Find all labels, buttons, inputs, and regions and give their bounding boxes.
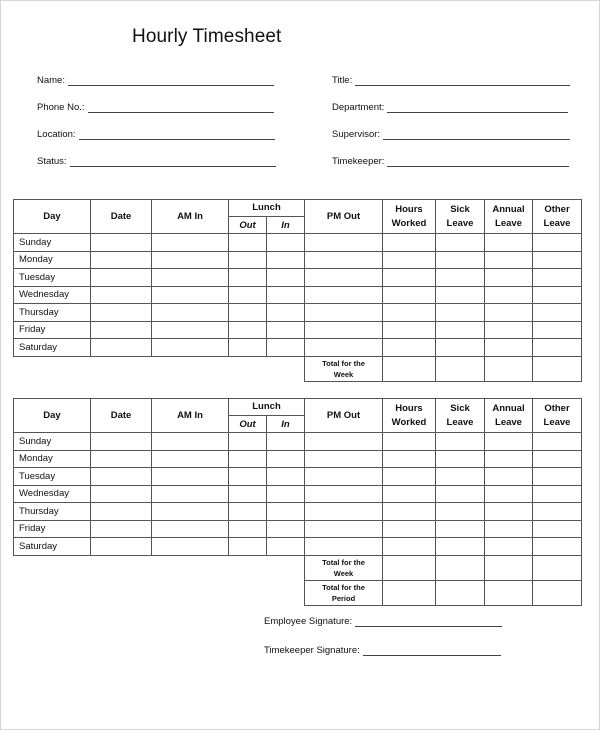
sick-leave-cell[interactable]: [436, 251, 485, 269]
phone-field[interactable]: [37, 99, 274, 113]
annual-leave-cell[interactable]: [485, 485, 533, 503]
period-other-cell[interactable]: [533, 580, 582, 605]
page-title: Hourly Timesheet: [132, 26, 282, 47]
day-cell: Tuesday: [14, 468, 91, 486]
lunch-out-cell[interactable]: [229, 450, 267, 468]
header-other-leave: [533, 399, 582, 433]
header-other-line2: Leave: [543, 416, 571, 428]
table-row: [14, 520, 582, 538]
location-field[interactable]: [37, 126, 275, 140]
total-sick-cell[interactable]: [436, 356, 485, 381]
total-other-cell[interactable]: [533, 356, 582, 381]
header-sick-leave: [436, 200, 485, 234]
total-week-line2: Week: [333, 369, 354, 379]
pm-out-cell[interactable]: [305, 269, 383, 287]
pm-out-cell[interactable]: [305, 251, 383, 269]
pm-out-cell[interactable]: [305, 321, 383, 339]
timekeeper-signature-label: Timekeeper Signature:: [264, 645, 360, 656]
am-in-cell[interactable]: [152, 520, 229, 538]
pm-out-cell[interactable]: [305, 304, 383, 322]
employee-signature-field[interactable]: [264, 613, 502, 627]
sick-leave-cell[interactable]: [436, 538, 485, 556]
supervisor-line[interactable]: [383, 130, 570, 140]
lunch-in-cell[interactable]: [267, 269, 305, 287]
header-hours-worked: [383, 200, 436, 234]
table-row: [14, 468, 582, 486]
annual-leave-cell[interactable]: [485, 520, 533, 538]
lunch-in-cell[interactable]: [267, 339, 305, 357]
total-week-label: [305, 356, 383, 381]
table-row: [14, 304, 582, 322]
day-cell: Wednesday: [14, 286, 91, 304]
lunch-in-cell[interactable]: [267, 450, 305, 468]
sick-leave-cell[interactable]: [436, 520, 485, 538]
date-cell[interactable]: [91, 269, 152, 287]
sick-leave-cell[interactable]: [436, 485, 485, 503]
pm-out-cell[interactable]: [305, 234, 383, 252]
header-hours-line1: Hours: [395, 402, 423, 414]
lunch-out-cell[interactable]: [229, 520, 267, 538]
sick-leave-cell[interactable]: [436, 339, 485, 357]
hours-worked-cell[interactable]: [383, 468, 436, 486]
other-leave-cell[interactable]: [533, 503, 582, 521]
header-annual-leave: [485, 200, 533, 234]
header-hours-line1: Hours: [395, 203, 423, 215]
phone-line[interactable]: [88, 103, 274, 113]
annual-leave-cell[interactable]: [485, 339, 533, 357]
header-annual-line1: Annual: [492, 203, 525, 215]
day-cell: Monday: [14, 450, 91, 468]
lunch-out-cell[interactable]: [229, 269, 267, 287]
pm-out-cell[interactable]: [305, 286, 383, 304]
header-annual-leave: [485, 399, 533, 433]
sick-leave-cell[interactable]: [436, 269, 485, 287]
table-row: [14, 503, 582, 521]
lunch-in-cell[interactable]: [267, 251, 305, 269]
lunch-in-cell[interactable]: [267, 468, 305, 486]
other-leave-cell[interactable]: [533, 286, 582, 304]
hours-worked-cell[interactable]: [383, 450, 436, 468]
header-sick-line1: Sick: [450, 203, 470, 215]
annual-leave-cell[interactable]: [485, 251, 533, 269]
status-label: Status:: [37, 156, 67, 167]
day-cell: Saturday: [14, 538, 91, 556]
day-cell: Wednesday: [14, 485, 91, 503]
title-label: Title:: [332, 75, 353, 86]
header-sick-leave: [436, 399, 485, 433]
pm-out-cell[interactable]: [305, 433, 383, 451]
pm-out-cell[interactable]: [305, 485, 383, 503]
total-week-label: [305, 555, 383, 580]
header-annual-line2: Leave: [495, 217, 522, 229]
hours-worked-cell[interactable]: [383, 269, 436, 287]
lunch-in-cell[interactable]: [267, 538, 305, 556]
lunch-out-cell[interactable]: [229, 251, 267, 269]
lunch-out-cell[interactable]: [229, 468, 267, 486]
day-cell: Sunday: [14, 234, 91, 252]
day-cell: Friday: [14, 321, 91, 339]
day-cell: Sunday: [14, 433, 91, 451]
date-cell[interactable]: [91, 520, 152, 538]
other-leave-cell[interactable]: [533, 450, 582, 468]
table-row: [14, 538, 582, 556]
header-sick-line2: Leave: [446, 416, 474, 428]
am-in-cell[interactable]: [152, 269, 229, 287]
date-cell[interactable]: [91, 503, 152, 521]
supervisor-field[interactable]: [332, 126, 570, 140]
phone-label: Phone No.:: [37, 102, 85, 113]
day-cell: Tuesday: [14, 269, 91, 287]
pm-out-cell[interactable]: [305, 503, 383, 521]
am-in-cell[interactable]: [152, 485, 229, 503]
table-row: [14, 339, 582, 357]
blank-cell: [14, 580, 305, 605]
total-row: [14, 555, 582, 580]
pm-out-cell[interactable]: [305, 339, 383, 357]
header-lunch: Lunch: [229, 200, 305, 217]
lunch-in-cell[interactable]: [267, 286, 305, 304]
lunch-in-cell[interactable]: [267, 433, 305, 451]
sick-leave-cell[interactable]: [436, 286, 485, 304]
name-line[interactable]: [68, 76, 274, 86]
total-annual-cell[interactable]: [485, 555, 533, 580]
table-row: [14, 269, 582, 287]
header-date: Date: [91, 399, 152, 433]
header-hours-line2: Worked: [391, 217, 427, 229]
employee-signature-line[interactable]: [355, 617, 502, 627]
pm-out-cell[interactable]: [305, 450, 383, 468]
day-cell: Monday: [14, 251, 91, 269]
other-leave-cell[interactable]: [533, 339, 582, 357]
day-cell: Saturday: [14, 339, 91, 357]
date-cell[interactable]: [91, 339, 152, 357]
timesheet-table-week-1: [13, 199, 582, 382]
total-week-line1: Total for the: [322, 557, 365, 567]
am-in-cell[interactable]: [152, 433, 229, 451]
timekeeper-signature-field[interactable]: [264, 642, 501, 656]
supervisor-label: Supervisor:: [332, 129, 381, 140]
header-hours-worked: [383, 399, 436, 433]
name-field[interactable]: [37, 72, 274, 86]
header-hours-line2: Worked: [391, 416, 427, 428]
am-in-cell[interactable]: [152, 468, 229, 486]
employee-signature-label: Employee Signature:: [264, 616, 353, 627]
header-am-in: AM In: [152, 200, 229, 234]
pm-out-cell[interactable]: [305, 520, 383, 538]
other-leave-cell[interactable]: [533, 234, 582, 252]
annual-leave-cell[interactable]: [485, 286, 533, 304]
lunch-in-cell[interactable]: [267, 234, 305, 252]
hours-worked-cell[interactable]: [383, 286, 436, 304]
table-row: [14, 433, 582, 451]
sick-leave-cell[interactable]: [436, 321, 485, 339]
am-in-cell[interactable]: [152, 339, 229, 357]
header-annual-line1: Annual: [492, 402, 525, 414]
am-in-cell[interactable]: [152, 304, 229, 322]
other-leave-cell[interactable]: [533, 304, 582, 322]
header-other-leave: [533, 200, 582, 234]
timekeeper-label: Timekeeper:: [332, 156, 385, 167]
header-day: Day: [14, 200, 91, 234]
header-sick-line2: Leave: [446, 217, 474, 229]
am-in-cell[interactable]: [152, 503, 229, 521]
timekeeper-line[interactable]: [387, 157, 569, 167]
annual-leave-cell[interactable]: [485, 304, 533, 322]
timekeeper-field[interactable]: [332, 153, 569, 167]
header-lunch: Lunch: [229, 399, 305, 416]
annual-leave-cell[interactable]: [485, 503, 533, 521]
sick-leave-cell[interactable]: [436, 503, 485, 521]
other-leave-cell[interactable]: [533, 468, 582, 486]
status-field[interactable]: [37, 153, 276, 167]
date-cell[interactable]: [91, 538, 152, 556]
total-week-line2: Week: [333, 568, 354, 578]
annual-leave-cell[interactable]: [485, 269, 533, 287]
other-leave-cell[interactable]: [533, 485, 582, 503]
header-pm-out: PM Out: [305, 399, 383, 433]
date-cell[interactable]: [91, 433, 152, 451]
table-row: [14, 251, 582, 269]
lunch-in-cell[interactable]: [267, 503, 305, 521]
day-cell: Thursday: [14, 304, 91, 322]
status-line[interactable]: [70, 157, 276, 167]
total-annual-cell[interactable]: [485, 356, 533, 381]
table-row: [14, 321, 582, 339]
header-lunch-out: Out: [229, 416, 267, 433]
hours-worked-cell[interactable]: [383, 339, 436, 357]
lunch-in-cell[interactable]: [267, 321, 305, 339]
timesheet-table-week-2: [13, 398, 582, 606]
location-label: Location:: [37, 129, 76, 140]
total-week-line1: Total for the: [322, 358, 365, 368]
lunch-out-cell[interactable]: [229, 321, 267, 339]
other-leave-cell[interactable]: [533, 538, 582, 556]
day-cell: Friday: [14, 520, 91, 538]
hours-worked-cell[interactable]: [383, 304, 436, 322]
total-period-line1: Total for the: [322, 582, 365, 592]
header-other-line1: Other: [544, 402, 570, 414]
sick-leave-cell[interactable]: [436, 450, 485, 468]
header-lunch-in: In: [267, 416, 305, 433]
hours-worked-cell[interactable]: [383, 520, 436, 538]
header-am-in: AM In: [152, 399, 229, 433]
department-line[interactable]: [387, 103, 568, 113]
sick-leave-cell[interactable]: [436, 234, 485, 252]
table-row: [14, 234, 582, 252]
department-field[interactable]: [332, 99, 568, 113]
department-label: Department:: [332, 102, 385, 113]
annual-leave-cell[interactable]: [485, 433, 533, 451]
sick-leave-cell[interactable]: [436, 304, 485, 322]
annual-leave-cell[interactable]: [485, 538, 533, 556]
annual-leave-cell[interactable]: [485, 321, 533, 339]
lunch-out-cell[interactable]: [229, 286, 267, 304]
hours-worked-cell[interactable]: [383, 321, 436, 339]
sick-leave-cell[interactable]: [436, 433, 485, 451]
hours-worked-cell[interactable]: [383, 485, 436, 503]
lunch-in-cell[interactable]: [267, 304, 305, 322]
hours-worked-cell[interactable]: [383, 503, 436, 521]
header-other-line2: Leave: [543, 217, 571, 229]
table-row: [14, 286, 582, 304]
lunch-out-cell[interactable]: [229, 503, 267, 521]
other-leave-cell[interactable]: [533, 520, 582, 538]
am-in-cell[interactable]: [152, 538, 229, 556]
date-cell[interactable]: [91, 304, 152, 322]
lunch-in-cell[interactable]: [267, 520, 305, 538]
header-day: Day: [14, 399, 91, 433]
total-period-label: [305, 580, 383, 605]
am-in-cell[interactable]: [152, 286, 229, 304]
hours-worked-cell[interactable]: [383, 234, 436, 252]
total-hours-cell[interactable]: [383, 555, 436, 580]
header-pm-out: PM Out: [305, 200, 383, 234]
period-hours-cell[interactable]: [383, 580, 436, 605]
header-annual-line2: Leave: [495, 416, 522, 428]
location-line[interactable]: [79, 130, 275, 140]
lunch-out-cell[interactable]: [229, 433, 267, 451]
header-sick-line1: Sick: [450, 402, 470, 414]
lunch-in-cell[interactable]: [267, 485, 305, 503]
date-cell[interactable]: [91, 468, 152, 486]
other-leave-cell[interactable]: [533, 251, 582, 269]
hours-worked-cell[interactable]: [383, 251, 436, 269]
lunch-out-cell[interactable]: [229, 485, 267, 503]
blank-cell: [14, 356, 305, 381]
day-cell: Thursday: [14, 503, 91, 521]
hours-worked-cell[interactable]: [383, 433, 436, 451]
table-row: [14, 485, 582, 503]
annual-leave-cell[interactable]: [485, 450, 533, 468]
annual-leave-cell[interactable]: [485, 234, 533, 252]
total-other-cell[interactable]: [533, 555, 582, 580]
date-cell[interactable]: [91, 234, 152, 252]
header-lunch-out: Out: [229, 217, 267, 234]
sick-leave-cell[interactable]: [436, 468, 485, 486]
total-period-row: [14, 580, 582, 605]
date-cell[interactable]: [91, 450, 152, 468]
am-in-cell[interactable]: [152, 251, 229, 269]
period-sick-cell[interactable]: [436, 580, 485, 605]
pm-out-cell[interactable]: [305, 468, 383, 486]
lunch-out-cell[interactable]: [229, 304, 267, 322]
header-lunch-in: In: [267, 217, 305, 234]
timekeeper-signature-line[interactable]: [363, 646, 501, 656]
lunch-out-cell[interactable]: [229, 339, 267, 357]
lunch-out-cell[interactable]: [229, 234, 267, 252]
annual-leave-cell[interactable]: [485, 468, 533, 486]
hours-worked-cell[interactable]: [383, 538, 436, 556]
other-leave-cell[interactable]: [533, 269, 582, 287]
pm-out-cell[interactable]: [305, 538, 383, 556]
date-cell[interactable]: [91, 286, 152, 304]
lunch-out-cell[interactable]: [229, 538, 267, 556]
am-in-cell[interactable]: [152, 234, 229, 252]
total-period-line2: Period: [331, 593, 356, 603]
total-sick-cell[interactable]: [436, 555, 485, 580]
date-cell[interactable]: [91, 251, 152, 269]
header-date: Date: [91, 200, 152, 234]
other-leave-cell[interactable]: [533, 433, 582, 451]
period-annual-cell[interactable]: [485, 580, 533, 605]
table-row: [14, 450, 582, 468]
am-in-cell[interactable]: [152, 321, 229, 339]
name-label: Name:: [37, 75, 65, 86]
total-hours-cell[interactable]: [383, 356, 436, 381]
title-field[interactable]: [332, 72, 570, 86]
title-line[interactable]: [355, 76, 570, 86]
date-cell[interactable]: [91, 485, 152, 503]
date-cell[interactable]: [91, 321, 152, 339]
header-other-line1: Other: [544, 203, 570, 215]
blank-cell: [14, 555, 305, 580]
am-in-cell[interactable]: [152, 450, 229, 468]
other-leave-cell[interactable]: [533, 321, 582, 339]
total-row: [14, 356, 582, 381]
